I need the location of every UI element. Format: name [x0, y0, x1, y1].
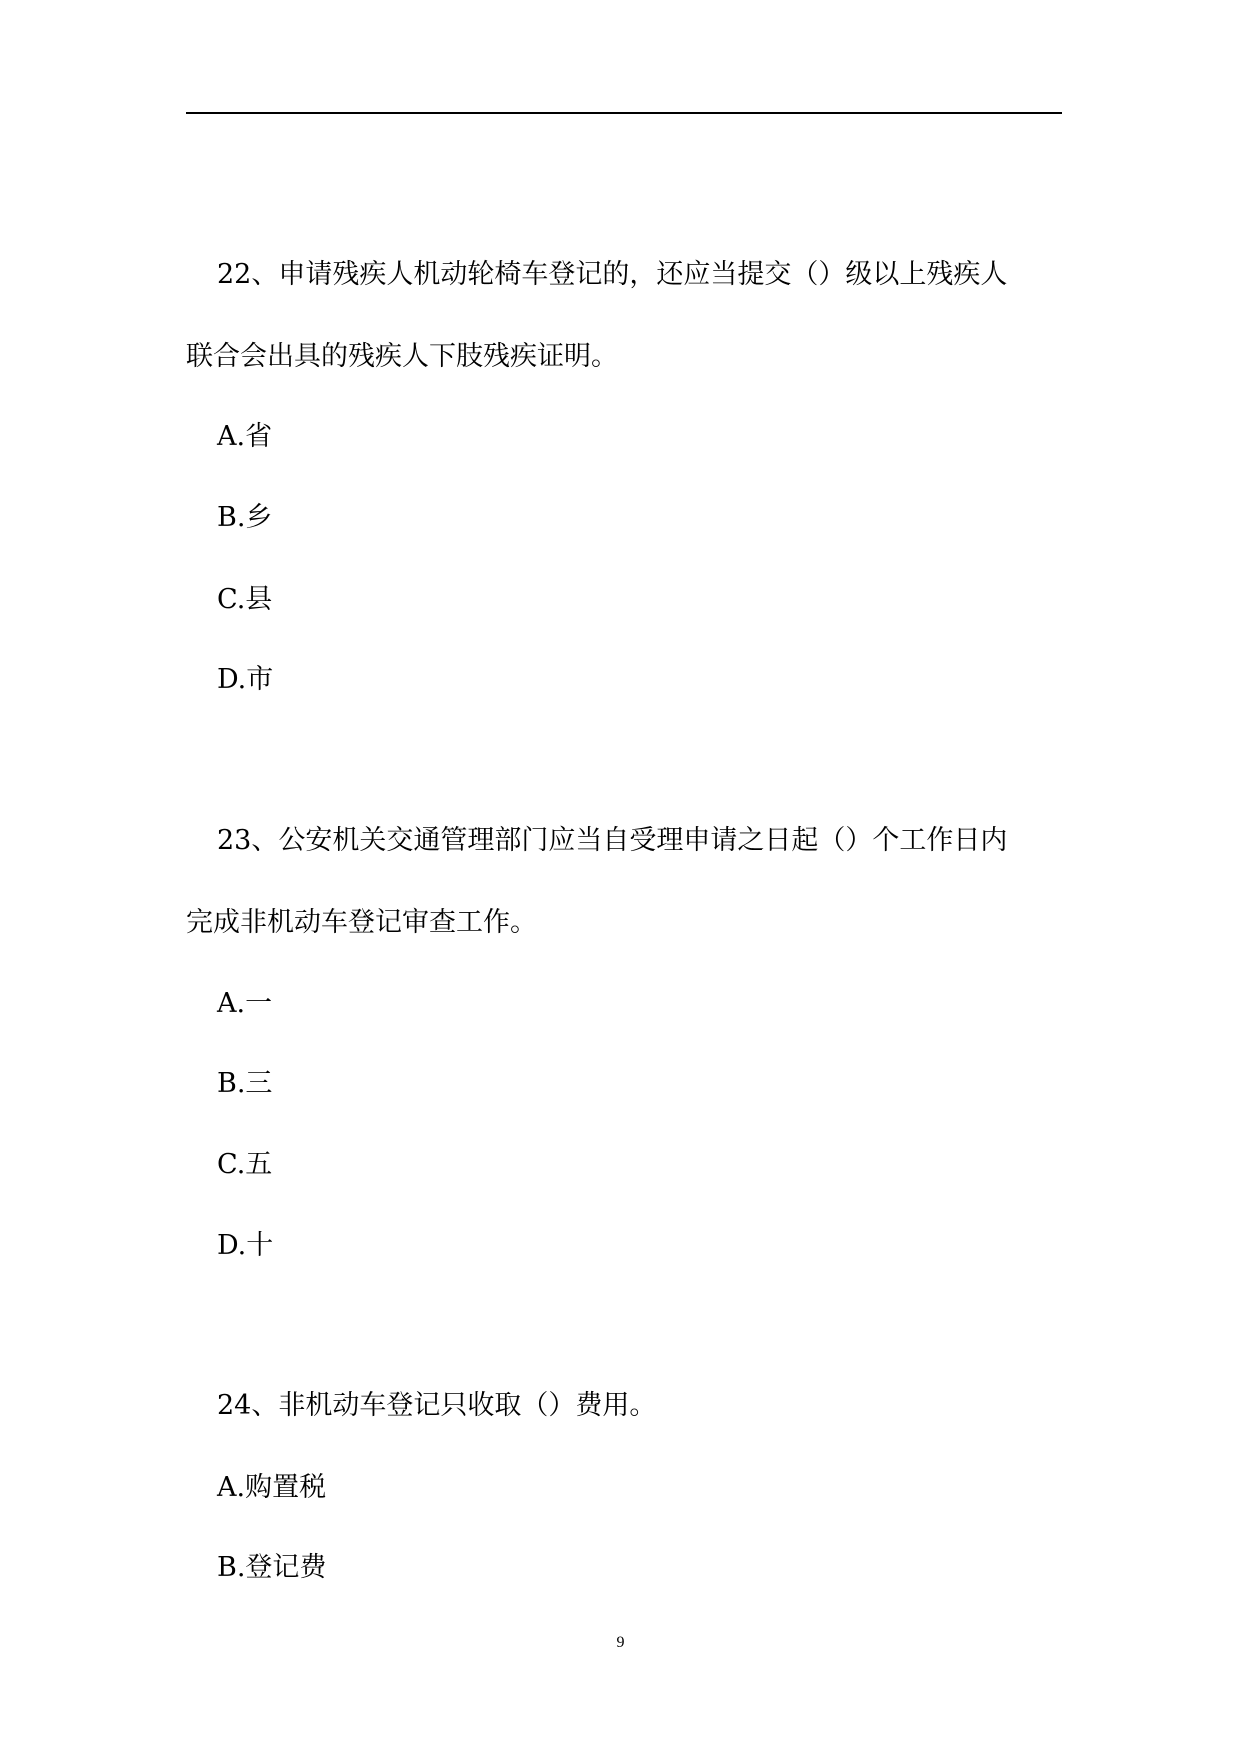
question-22-line-1: 22、申请残疾人机动轮椅车登记的，还应当提交（）级以上残疾人: [217, 259, 1008, 290]
question-23-line-1: 23、公安机关交通管理部门应当自受理申请之日起（）个工作日内: [217, 825, 1008, 856]
header-rule: [186, 112, 1062, 114]
question-24-option-b: B.登记费: [217, 1552, 327, 1583]
question-23-line-2: 完成非机动车登记审查工作。: [186, 907, 537, 938]
question-23-option-c: C.五: [217, 1149, 273, 1180]
question-22-option-a: A.省: [217, 421, 273, 452]
question-22-option-b: B.乡: [217, 502, 273, 533]
page-number: 9: [616, 1634, 625, 1651]
question-22-option-c: C.县: [217, 584, 273, 615]
question-22-option-d: D.市: [217, 664, 274, 695]
question-24-option-a: A.购置税: [217, 1472, 327, 1503]
question-22-line-2: 联合会出具的残疾人下肢残疾证明。: [186, 341, 618, 372]
question-24-line-1: 24、非机动车登记只收取（）费用。: [217, 1390, 657, 1421]
question-23-option-b: B.三: [217, 1068, 273, 1099]
question-23-option-d: D.十: [217, 1230, 274, 1261]
question-23-option-a: A.一: [217, 988, 273, 1019]
